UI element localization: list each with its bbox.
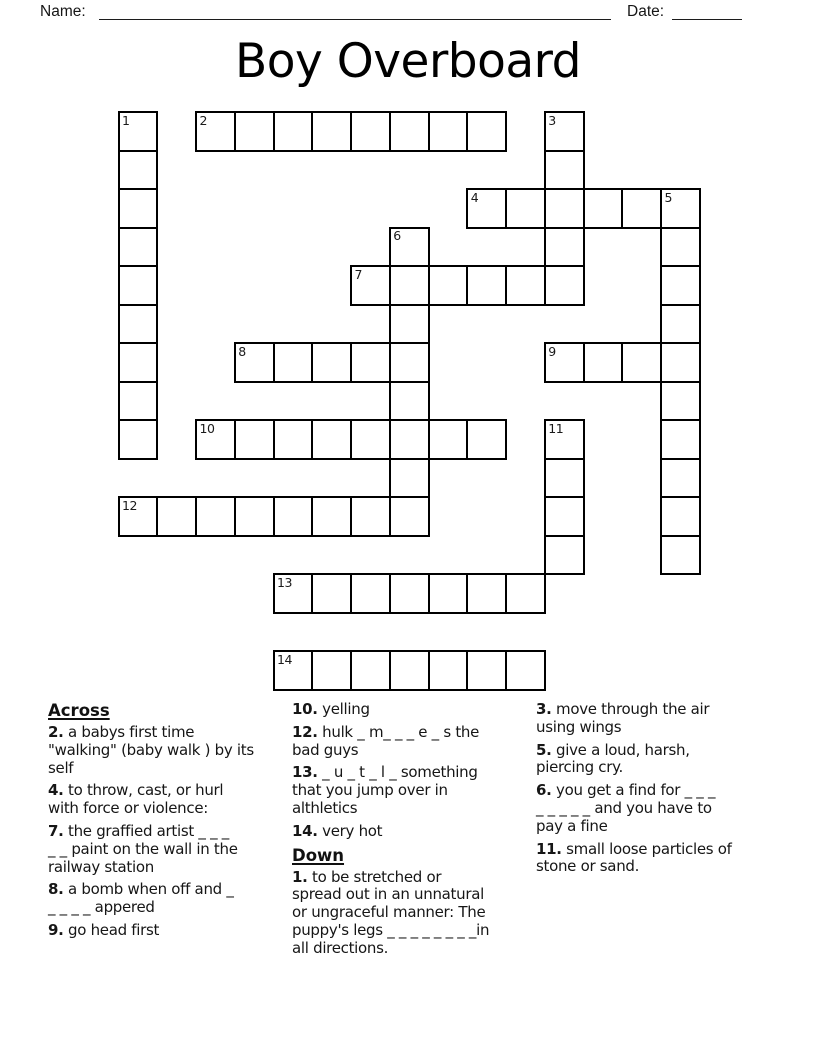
crossword-cell[interactable] [273,111,314,152]
crossword-cell[interactable] [621,188,662,229]
crossword-cell[interactable] [544,111,585,152]
clue-column-1 [48,701,290,945]
name-field-line[interactable] [99,19,611,20]
crossword-cell[interactable] [505,573,546,614]
crossword-cell[interactable] [466,111,507,152]
clue-line: 10. yelling [292,700,370,718]
crossword-cell[interactable] [428,573,469,614]
cell-number: 6 [393,228,401,243]
crossword-cell[interactable] [505,265,546,306]
clue-column-2 [292,701,534,963]
crossword-cell[interactable] [428,265,469,306]
crossword-cell[interactable] [311,496,352,537]
crossword-cell[interactable] [311,573,352,614]
crossword-cell[interactable] [389,458,430,499]
crossword-cell[interactable] [466,265,507,306]
crossword-cell[interactable] [118,342,159,383]
crossword-cell[interactable] [660,227,701,268]
crossword-cell[interactable] [350,496,391,537]
cell-number: 12 [122,497,137,513]
cell-number: 14 [277,651,292,667]
clue-1 [292,869,534,958]
clue-number: 11. [536,839,562,858]
crossword-cell[interactable] [118,381,159,422]
crossword-cell[interactable] [118,111,159,152]
clue-line: _ _ _ _ _ and you have to [536,798,712,817]
clue-6 [536,782,778,835]
crossword-cell[interactable] [544,188,585,229]
clue-line: 2. a babys first time [48,723,195,741]
clue-line: 7. the graffied artist _ _ _ [48,821,229,840]
crossword-cell[interactable] [195,111,236,152]
clue-12 [292,724,534,760]
clues-heading-down: Down [292,845,345,865]
crossword-cell[interactable] [195,419,236,460]
clue-line: 3. move through the air [536,700,710,718]
crossword-cell[interactable] [273,573,314,614]
clue-line: all directions. [292,938,389,957]
clue-number: 4. [48,781,64,800]
crossword-cell[interactable] [234,111,275,152]
clue-line: "walking" (baby walk ) by its [48,740,254,759]
crossword-cell[interactable] [428,419,469,460]
crossword-cell[interactable] [660,458,701,499]
crossword-cell[interactable] [389,496,430,537]
clue-line: pay a fine [536,816,608,835]
cell-number: 1 [122,112,130,128]
cell-number: 3 [548,112,556,128]
crossword-cell[interactable] [660,496,701,537]
crossword-cell[interactable] [273,650,314,691]
crossword-cell[interactable] [428,650,469,691]
date-field-line[interactable] [672,19,742,20]
clue-line: piercing cry. [536,758,623,777]
clue-line: with force or violence: [48,799,208,818]
clue-line: 4. to throw, cast, or hurl [48,781,224,800]
crossword-cell[interactable] [660,265,701,306]
crossword-cell[interactable] [273,419,314,460]
clue-line: 12. hulk _ m_ _ _ e _ s the [292,722,480,741]
clue-number: 5. [536,740,552,759]
crossword-cell[interactable] [234,342,275,383]
crossword-cell[interactable] [583,342,624,383]
crossword-cell[interactable] [389,265,430,306]
clue-number: 12. [292,722,318,741]
cell-number: 10 [199,420,215,436]
cell-number: 7 [354,266,362,282]
clue-line: using wings [536,717,622,736]
crossword-cell[interactable] [234,419,275,460]
clue-number: 13. [292,763,318,782]
clue-line: 1. to be stretched or [292,867,442,886]
crossword-cell[interactable] [118,304,159,345]
clue-8 [48,881,290,917]
crossword-cell[interactable] [389,419,430,460]
clue-column-3 [536,701,778,881]
clue-line: 6. you get a find for _ _ _ [536,781,716,800]
crossword-cell[interactable] [544,150,585,191]
crossword-grid [118,111,700,689]
clue-line: _ _ paint on the wall in the [48,839,238,858]
clue-10 [292,701,534,719]
date-label: Date: [627,3,665,20]
crossword-cell[interactable] [389,573,430,614]
crossword-cell[interactable] [660,304,701,345]
crossword-cell[interactable] [273,496,314,537]
crossword-cell[interactable] [350,265,391,306]
crossword-cell[interactable] [660,188,701,229]
cell-number: 5 [664,189,672,205]
crossword-cell[interactable] [389,381,430,422]
clues-heading-across: Across [48,701,110,720]
clue-14 [292,823,534,841]
cell-number: 4 [470,189,479,205]
crossword-cell[interactable] [118,150,159,191]
crossword-cell[interactable] [544,419,585,460]
crossword-cell[interactable] [350,650,391,691]
clue-number: 7. [48,821,64,840]
clue-13 [292,764,534,817]
crossword-cell[interactable] [118,227,159,268]
clue-line: spread out in an unnatural [292,885,484,904]
clue-number: 6. [536,781,552,800]
cell-number: 13 [277,574,292,590]
crossword-cell[interactable] [118,265,159,306]
crossword-cell[interactable] [544,342,585,383]
clue-line: or ungraceful manner: The [292,903,486,922]
crossword-cell[interactable] [350,342,391,383]
clue-number: 1. [292,867,308,886]
clue-line: self [48,758,74,777]
clue-number: 14. [292,821,318,840]
clue-number: 9. [48,920,64,939]
crossword-cell[interactable] [234,496,275,537]
crossword-cell[interactable] [311,342,352,383]
clue-line: 5. give a loud, harsh, [536,740,690,759]
clue-line: puppy's legs _ _ _ _ _ _ _ _in [292,920,490,939]
crossword-cell[interactable] [660,419,701,460]
cell-number: 11 [548,420,564,436]
crossword-cell[interactable] [544,265,585,306]
clue-number: 3. [536,700,552,718]
clue-line: railway station [48,857,154,876]
crossword-cell[interactable] [118,188,159,229]
crossword-cell[interactable] [505,188,546,229]
crossword-cell[interactable] [389,650,430,691]
clue-7 [48,823,290,876]
crossword-cell[interactable] [544,496,585,537]
clue-5 [536,742,778,778]
page-title: Boy Overboard [234,34,582,89]
crossword-cell[interactable] [621,342,662,383]
crossword-cell[interactable] [544,535,585,576]
crossword-cell[interactable] [195,496,236,537]
clue-9 [48,922,290,940]
crossword-cell[interactable] [311,419,352,460]
clue-2 [48,724,290,777]
clue-number: 2. [48,723,64,741]
clue-line: 8. a bomb when off and _ [48,880,234,899]
crossword-cell[interactable] [428,111,469,152]
crossword-cell[interactable] [156,496,197,537]
clue-number: 8. [48,880,64,899]
name-label: Name: [40,3,86,20]
crossword-cell[interactable] [389,227,430,268]
crossword-cell[interactable] [273,342,314,383]
clue-line: 14. very hot [292,821,383,840]
crossword-cell[interactable] [466,573,507,614]
crossword-cell[interactable] [466,188,507,229]
crossword-cell[interactable] [350,573,391,614]
crossword-cell[interactable] [311,111,352,152]
crossword-cell[interactable] [118,419,159,460]
cell-number: 2 [199,112,207,128]
crossword-cell[interactable] [118,496,159,537]
clue-3 [536,701,778,737]
clue-line: althletics [292,798,358,817]
clue-line: _ _ _ _ appered [48,898,155,917]
clue-11 [536,841,778,877]
crossword-cell[interactable] [660,381,701,422]
crossword-cell[interactable] [350,419,391,460]
cell-number: 8 [238,343,246,359]
clue-line: 11. small loose particles of [536,839,732,858]
crossword-cell[interactable] [544,458,585,499]
crossword-cell[interactable] [660,342,701,383]
clue-line: bad guys [292,740,359,759]
crossword-cell[interactable] [466,650,507,691]
crossword-cell[interactable] [389,304,430,345]
crossword-cell[interactable] [660,535,701,576]
clue-4 [48,782,290,818]
crossword-cell[interactable] [350,111,391,152]
clue-line: 13. _ u _ t _ l _ something [292,763,478,782]
clue-line: that you jump over in [292,781,448,800]
crossword-cell[interactable] [505,650,546,691]
crossword-cell[interactable] [311,650,352,691]
crossword-cell[interactable] [544,227,585,268]
crossword-cell[interactable] [583,188,624,229]
crossword-cell[interactable] [389,342,430,383]
cell-number: 9 [548,343,556,359]
clue-line: 9. go head first [48,920,160,939]
clue-line: stone or sand. [536,857,640,876]
crossword-cell[interactable] [389,111,430,152]
clue-number: 10. [292,700,318,718]
crossword-cell[interactable] [466,419,507,460]
